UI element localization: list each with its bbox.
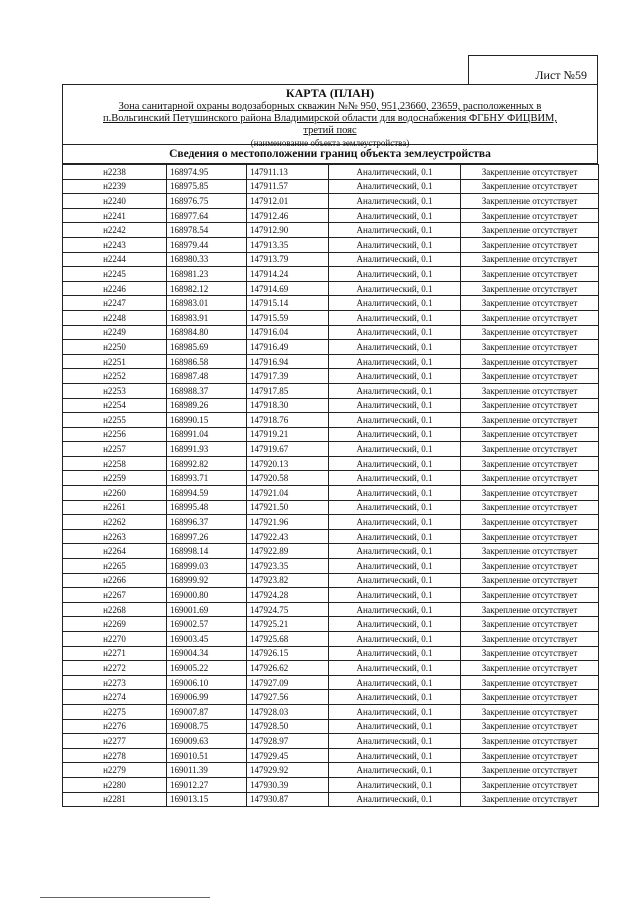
table-row (63, 486, 599, 501)
fixation-cell: Закрепление отсутствует (461, 777, 599, 792)
method-accuracy-cell: Аналитический, 0.1 (329, 369, 461, 384)
fixation-cell: Закрепление отсутствует (461, 515, 599, 530)
coord-x-cell: 168982.12 (167, 281, 247, 296)
fixation-cell: Закрепление отсутствует (461, 602, 599, 617)
fixation-cell: Закрепление отсутствует (461, 427, 599, 442)
table-row (63, 719, 599, 734)
coord-y-cell: 147916.04 (247, 325, 329, 340)
coord-x-cell: 168997.26 (167, 529, 247, 544)
method-accuracy-cell: Аналитический, 0.1 (329, 383, 461, 398)
fixation-cell: Закрепление отсутствует (461, 559, 599, 574)
fixation-cell: Закрепление отсутствует (461, 179, 599, 194)
coord-y-cell: 147930.39 (247, 777, 329, 792)
coord-y-cell: 147922.43 (247, 529, 329, 544)
method-accuracy-cell: Аналитический, 0.1 (329, 354, 461, 369)
point-id-cell: н2277 (63, 734, 167, 749)
method-accuracy-cell: Аналитический, 0.1 (329, 486, 461, 501)
coord-x-cell: 168993.71 (167, 471, 247, 486)
coord-y-cell: 147916.94 (247, 354, 329, 369)
point-id-cell: н2257 (63, 442, 167, 457)
object-name-caption: (наименование объекта землеустройства) (250, 138, 410, 148)
fixation-cell: Закрепление отсутствует (461, 617, 599, 632)
coord-x-cell: 169010.51 (167, 748, 247, 763)
point-id-cell: н2251 (63, 354, 167, 369)
method-accuracy-cell: Аналитический, 0.1 (329, 617, 461, 632)
table-row (63, 763, 599, 778)
coord-y-cell: 147927.09 (247, 675, 329, 690)
coord-x-cell: 169013.15 (167, 792, 247, 807)
fixation-cell: Закрепление отсутствует (461, 704, 599, 719)
point-id-cell: н2275 (63, 704, 167, 719)
coord-x-cell: 169006.99 (167, 690, 247, 705)
coord-y-cell: 147920.13 (247, 456, 329, 471)
table-row (63, 223, 599, 238)
table-row (63, 734, 599, 749)
fixation-cell: Закрепление отсутствует (461, 383, 599, 398)
method-accuracy-cell: Аналитический, 0.1 (329, 704, 461, 719)
method-accuracy-cell: Аналитический, 0.1 (329, 602, 461, 617)
fixation-cell: Закрепление отсутствует (461, 194, 599, 209)
fixation-cell: Закрепление отсутствует (461, 748, 599, 763)
fixation-cell: Закрепление отсутствует (461, 661, 599, 676)
method-accuracy-cell: Аналитический, 0.1 (329, 456, 461, 471)
coord-x-cell: 168981.23 (167, 267, 247, 282)
method-accuracy-cell: Аналитический, 0.1 (329, 792, 461, 807)
coord-y-cell: 147915.59 (247, 310, 329, 325)
coord-y-cell: 147918.76 (247, 413, 329, 428)
point-id-cell: н2262 (63, 515, 167, 530)
table-row (63, 661, 599, 676)
point-id-cell: н2249 (63, 325, 167, 340)
method-accuracy-cell: Аналитический, 0.1 (329, 690, 461, 705)
coord-x-cell: 169006.10 (167, 675, 247, 690)
coord-y-cell: 147930.87 (247, 792, 329, 807)
method-accuracy-cell: Аналитический, 0.1 (329, 296, 461, 311)
point-id-cell: н2242 (63, 223, 167, 238)
coord-x-cell: 168984.80 (167, 325, 247, 340)
method-accuracy-cell: Аналитический, 0.1 (329, 646, 461, 661)
table-row (63, 413, 599, 428)
table-row (63, 456, 599, 471)
point-id-cell: н2267 (63, 588, 167, 603)
point-id-cell: н2258 (63, 456, 167, 471)
document-header (62, 84, 598, 148)
table-row (63, 632, 599, 647)
coord-x-cell: 168977.64 (167, 208, 247, 223)
fixation-cell: Закрепление отсутствует (461, 719, 599, 734)
method-accuracy-cell: Аналитический, 0.1 (329, 310, 461, 325)
coord-y-cell: 147917.85 (247, 383, 329, 398)
method-accuracy-cell: Аналитический, 0.1 (329, 267, 461, 282)
coord-x-cell: 168994.59 (167, 486, 247, 501)
coord-x-cell: 168978.54 (167, 223, 247, 238)
coord-y-cell: 147914.69 (247, 281, 329, 296)
coord-y-cell: 147916.49 (247, 340, 329, 355)
point-id-cell: н2248 (63, 310, 167, 325)
table-row (63, 354, 599, 369)
fixation-cell: Закрепление отсутствует (461, 573, 599, 588)
fixation-cell: Закрепление отсутствует (461, 208, 599, 223)
method-accuracy-cell: Аналитический, 0.1 (329, 748, 461, 763)
fixation-cell: Закрепление отсутствует (461, 442, 599, 457)
method-accuracy-cell: Аналитический, 0.1 (329, 661, 461, 676)
point-id-cell: н2270 (63, 632, 167, 647)
method-accuracy-cell: Аналитический, 0.1 (329, 632, 461, 647)
table-row (63, 194, 599, 209)
table-row (63, 515, 599, 530)
table-row (63, 237, 599, 252)
point-id-cell: н2255 (63, 413, 167, 428)
method-accuracy-cell: Аналитический, 0.1 (329, 194, 461, 209)
coord-x-cell: 168991.04 (167, 427, 247, 442)
point-id-cell: н2278 (63, 748, 167, 763)
point-id-cell: н2246 (63, 281, 167, 296)
coord-x-cell: 169004.34 (167, 646, 247, 661)
coord-x-cell: 168976.75 (167, 194, 247, 209)
coord-x-cell: 168975.85 (167, 179, 247, 194)
fixation-cell: Закрепление отсутствует (461, 237, 599, 252)
table-row (63, 529, 599, 544)
point-id-cell: н2266 (63, 573, 167, 588)
table-row (63, 369, 599, 384)
coord-y-cell: 147912.01 (247, 194, 329, 209)
table-row (63, 704, 599, 719)
method-accuracy-cell: Аналитический, 0.1 (329, 179, 461, 194)
fixation-cell: Закрепление отсутствует (461, 354, 599, 369)
fixation-cell: Закрепление отсутствует (461, 340, 599, 355)
table-row (63, 617, 599, 632)
point-id-cell: н2261 (63, 500, 167, 515)
coord-x-cell: 169007.87 (167, 704, 247, 719)
method-accuracy-cell: Аналитический, 0.1 (329, 777, 461, 792)
fixation-cell: Закрепление отсутствует (461, 500, 599, 515)
coord-y-cell: 147928.03 (247, 704, 329, 719)
method-accuracy-cell: Аналитический, 0.1 (329, 559, 461, 574)
coord-x-cell: 168990.15 (167, 413, 247, 428)
coord-x-cell: 168989.26 (167, 398, 247, 413)
point-id-cell: н2256 (63, 427, 167, 442)
method-accuracy-cell: Аналитический, 0.1 (329, 281, 461, 296)
coord-y-cell: 147914.24 (247, 267, 329, 282)
fixation-cell: Закрепление отсутствует (461, 675, 599, 690)
object-name-line-2: п.Вольгинский Петушинского района Владимирской области для водоснабжения ФГБНУ ФИЦВИМ, (103, 113, 557, 124)
fixation-cell: Закрепление отсутствует (461, 296, 599, 311)
coord-x-cell: 168983.91 (167, 310, 247, 325)
method-accuracy-cell: Аналитический, 0.1 (329, 325, 461, 340)
fixation-cell: Закрепление отсутствует (461, 456, 599, 471)
point-id-cell: н2238 (63, 165, 167, 180)
method-accuracy-cell: Аналитический, 0.1 (329, 237, 461, 252)
fixation-cell: Закрепление отсутствует (461, 165, 599, 180)
method-accuracy-cell: Аналитический, 0.1 (329, 675, 461, 690)
table-row (63, 588, 599, 603)
coord-y-cell: 147921.50 (247, 500, 329, 515)
fixation-cell: Закрепление отсутствует (461, 763, 599, 778)
coord-y-cell: 147925.68 (247, 632, 329, 647)
point-id-cell: н2247 (63, 296, 167, 311)
method-accuracy-cell: Аналитический, 0.1 (329, 500, 461, 515)
coord-y-cell: 147921.96 (247, 515, 329, 530)
coord-y-cell: 147919.67 (247, 442, 329, 457)
coord-y-cell: 147912.90 (247, 223, 329, 238)
coord-y-cell: 147926.15 (247, 646, 329, 661)
coord-y-cell: 147913.35 (247, 237, 329, 252)
fixation-cell: Закрепление отсутствует (461, 252, 599, 267)
coord-x-cell: 168980.33 (167, 252, 247, 267)
fixation-cell: Закрепление отсутствует (461, 632, 599, 647)
table-row (63, 267, 599, 282)
method-accuracy-cell: Аналитический, 0.1 (329, 515, 461, 530)
coord-y-cell: 147920.58 (247, 471, 329, 486)
point-id-cell: н2252 (63, 369, 167, 384)
coord-x-cell: 168995.48 (167, 500, 247, 515)
table-row (63, 340, 599, 355)
coord-y-cell: 147926.62 (247, 661, 329, 676)
coord-y-cell: 147911.13 (247, 165, 329, 180)
fixation-cell: Закрепление отсутствует (461, 529, 599, 544)
point-id-cell: н2259 (63, 471, 167, 486)
point-id-cell: н2272 (63, 661, 167, 676)
method-accuracy-cell: Аналитический, 0.1 (329, 208, 461, 223)
table-row (63, 179, 599, 194)
table-row (63, 690, 599, 705)
coord-x-cell: 168974.95 (167, 165, 247, 180)
table-row (63, 573, 599, 588)
method-accuracy-cell: Аналитический, 0.1 (329, 763, 461, 778)
method-accuracy-cell: Аналитический, 0.1 (329, 398, 461, 413)
coord-x-cell: 168992.82 (167, 456, 247, 471)
coord-x-cell: 169002.57 (167, 617, 247, 632)
footer-divider (40, 897, 210, 898)
point-id-cell: н2250 (63, 340, 167, 355)
table-row (63, 792, 599, 807)
method-accuracy-cell: Аналитический, 0.1 (329, 471, 461, 486)
method-accuracy-cell: Аналитический, 0.1 (329, 544, 461, 559)
method-accuracy-cell: Аналитический, 0.1 (329, 165, 461, 180)
fixation-cell: Закрепление отсутствует (461, 690, 599, 705)
fixation-cell: Закрепление отсутствует (461, 413, 599, 428)
point-id-cell: н2273 (63, 675, 167, 690)
method-accuracy-cell: Аналитический, 0.1 (329, 734, 461, 749)
table-row (63, 646, 599, 661)
table-row (63, 675, 599, 690)
method-accuracy-cell: Аналитический, 0.1 (329, 252, 461, 267)
coord-x-cell: 168987.48 (167, 369, 247, 384)
fixation-cell: Закрепление отсутствует (461, 310, 599, 325)
sheet-number: Лист №59 (468, 55, 598, 85)
table-row (63, 165, 599, 180)
table-row (63, 252, 599, 267)
table-row (63, 748, 599, 763)
table-row (63, 559, 599, 574)
point-id-cell: н2280 (63, 777, 167, 792)
table-row (63, 310, 599, 325)
coord-x-cell: 168991.93 (167, 442, 247, 457)
coord-x-cell: 169012.27 (167, 777, 247, 792)
coord-x-cell: 168988.37 (167, 383, 247, 398)
object-name-line-3: третий пояс (303, 125, 357, 136)
section-title: Сведения о местоположении границ объекта землеустройства (62, 144, 598, 164)
table-row (63, 427, 599, 442)
point-id-cell: н2268 (63, 602, 167, 617)
fixation-cell: Закрепление отсутствует (461, 267, 599, 282)
table-row (63, 602, 599, 617)
method-accuracy-cell: Аналитический, 0.1 (329, 719, 461, 734)
fixation-cell: Закрепление отсутствует (461, 471, 599, 486)
coord-x-cell: 169011.39 (167, 763, 247, 778)
coord-x-cell: 169003.45 (167, 632, 247, 647)
point-id-cell: н2253 (63, 383, 167, 398)
fixation-cell: Закрепление отсутствует (461, 398, 599, 413)
coord-x-cell: 169001.69 (167, 602, 247, 617)
coord-y-cell: 147928.97 (247, 734, 329, 749)
fixation-cell: Закрепление отсутствует (461, 544, 599, 559)
point-id-cell: н2274 (63, 690, 167, 705)
table-row (63, 383, 599, 398)
coord-y-cell: 147915.14 (247, 296, 329, 311)
point-id-cell: н2269 (63, 617, 167, 632)
table-row (63, 398, 599, 413)
table-row (63, 296, 599, 311)
coord-x-cell: 169000.80 (167, 588, 247, 603)
point-id-cell: н2245 (63, 267, 167, 282)
coord-x-cell: 168983.01 (167, 296, 247, 311)
coord-x-cell: 168985.69 (167, 340, 247, 355)
fixation-cell: Закрепление отсутствует (461, 646, 599, 661)
method-accuracy-cell: Аналитический, 0.1 (329, 413, 461, 428)
point-id-cell: н2271 (63, 646, 167, 661)
coord-x-cell: 169005.22 (167, 661, 247, 676)
table-row (63, 281, 599, 296)
point-id-cell: н2264 (63, 544, 167, 559)
coord-y-cell: 147917.39 (247, 369, 329, 384)
coord-y-cell: 147925.21 (247, 617, 329, 632)
point-id-cell: н2260 (63, 486, 167, 501)
table-row (63, 471, 599, 486)
coordinates-table (62, 164, 599, 807)
table-row (63, 777, 599, 792)
point-id-cell: н2265 (63, 559, 167, 574)
point-id-cell: н2241 (63, 208, 167, 223)
point-id-cell: н2281 (63, 792, 167, 807)
fixation-cell: Закрепление отсутствует (461, 223, 599, 238)
point-id-cell: н2254 (63, 398, 167, 413)
coord-y-cell: 147911.57 (247, 179, 329, 194)
coord-x-cell: 168998.14 (167, 544, 247, 559)
fixation-cell: Закрепление отсутствует (461, 734, 599, 749)
table-row (63, 325, 599, 340)
coordinates-table-body (63, 165, 599, 807)
coord-x-cell: 168999.03 (167, 559, 247, 574)
coord-y-cell: 147924.75 (247, 602, 329, 617)
table-row (63, 208, 599, 223)
coord-x-cell: 169008.75 (167, 719, 247, 734)
fixation-cell: Закрепление отсутствует (461, 325, 599, 340)
fixation-cell: Закрепление отсутствует (461, 588, 599, 603)
coord-y-cell: 147912.46 (247, 208, 329, 223)
fixation-cell: Закрепление отсутствует (461, 281, 599, 296)
point-id-cell: н2240 (63, 194, 167, 209)
point-id-cell: н2276 (63, 719, 167, 734)
point-id-cell: н2279 (63, 763, 167, 778)
object-name-line-1: Зона санитарной охраны водозаборных скважин №№ 950, 951,23660, 23659, расположенных в (118, 101, 542, 112)
method-accuracy-cell: Аналитический, 0.1 (329, 223, 461, 238)
coord-y-cell: 147923.82 (247, 573, 329, 588)
point-id-cell: н2243 (63, 237, 167, 252)
fixation-cell: Закрепление отсутствует (461, 369, 599, 384)
method-accuracy-cell: Аналитический, 0.1 (329, 529, 461, 544)
coord-y-cell: 147923.35 (247, 559, 329, 574)
coord-x-cell: 168996.37 (167, 515, 247, 530)
table-row (63, 442, 599, 457)
point-id-cell: н2239 (63, 179, 167, 194)
coord-y-cell: 147913.79 (247, 252, 329, 267)
method-accuracy-cell: Аналитический, 0.1 (329, 588, 461, 603)
point-id-cell: н2263 (63, 529, 167, 544)
coord-x-cell: 169009.63 (167, 734, 247, 749)
coord-y-cell: 147924.28 (247, 588, 329, 603)
coord-y-cell: 147919.21 (247, 427, 329, 442)
coord-y-cell: 147922.89 (247, 544, 329, 559)
coord-y-cell: 147929.45 (247, 748, 329, 763)
table-row (63, 500, 599, 515)
method-accuracy-cell: Аналитический, 0.1 (329, 442, 461, 457)
coord-x-cell: 168999.92 (167, 573, 247, 588)
coord-x-cell: 168986.58 (167, 354, 247, 369)
point-id-cell: н2244 (63, 252, 167, 267)
method-accuracy-cell: Аналитический, 0.1 (329, 573, 461, 588)
method-accuracy-cell: Аналитический, 0.1 (329, 340, 461, 355)
coord-y-cell: 147918.30 (247, 398, 329, 413)
coord-y-cell: 147928.50 (247, 719, 329, 734)
coord-y-cell: 147921.04 (247, 486, 329, 501)
table-row (63, 544, 599, 559)
fixation-cell: Закрепление отсутствует (461, 486, 599, 501)
method-accuracy-cell: Аналитический, 0.1 (329, 427, 461, 442)
coord-x-cell: 168979.44 (167, 237, 247, 252)
coord-y-cell: 147927.56 (247, 690, 329, 705)
coord-y-cell: 147929.92 (247, 763, 329, 778)
fixation-cell: Закрепление отсутствует (461, 792, 599, 807)
document-title: КАРТА (ПЛАН) (285, 86, 375, 100)
